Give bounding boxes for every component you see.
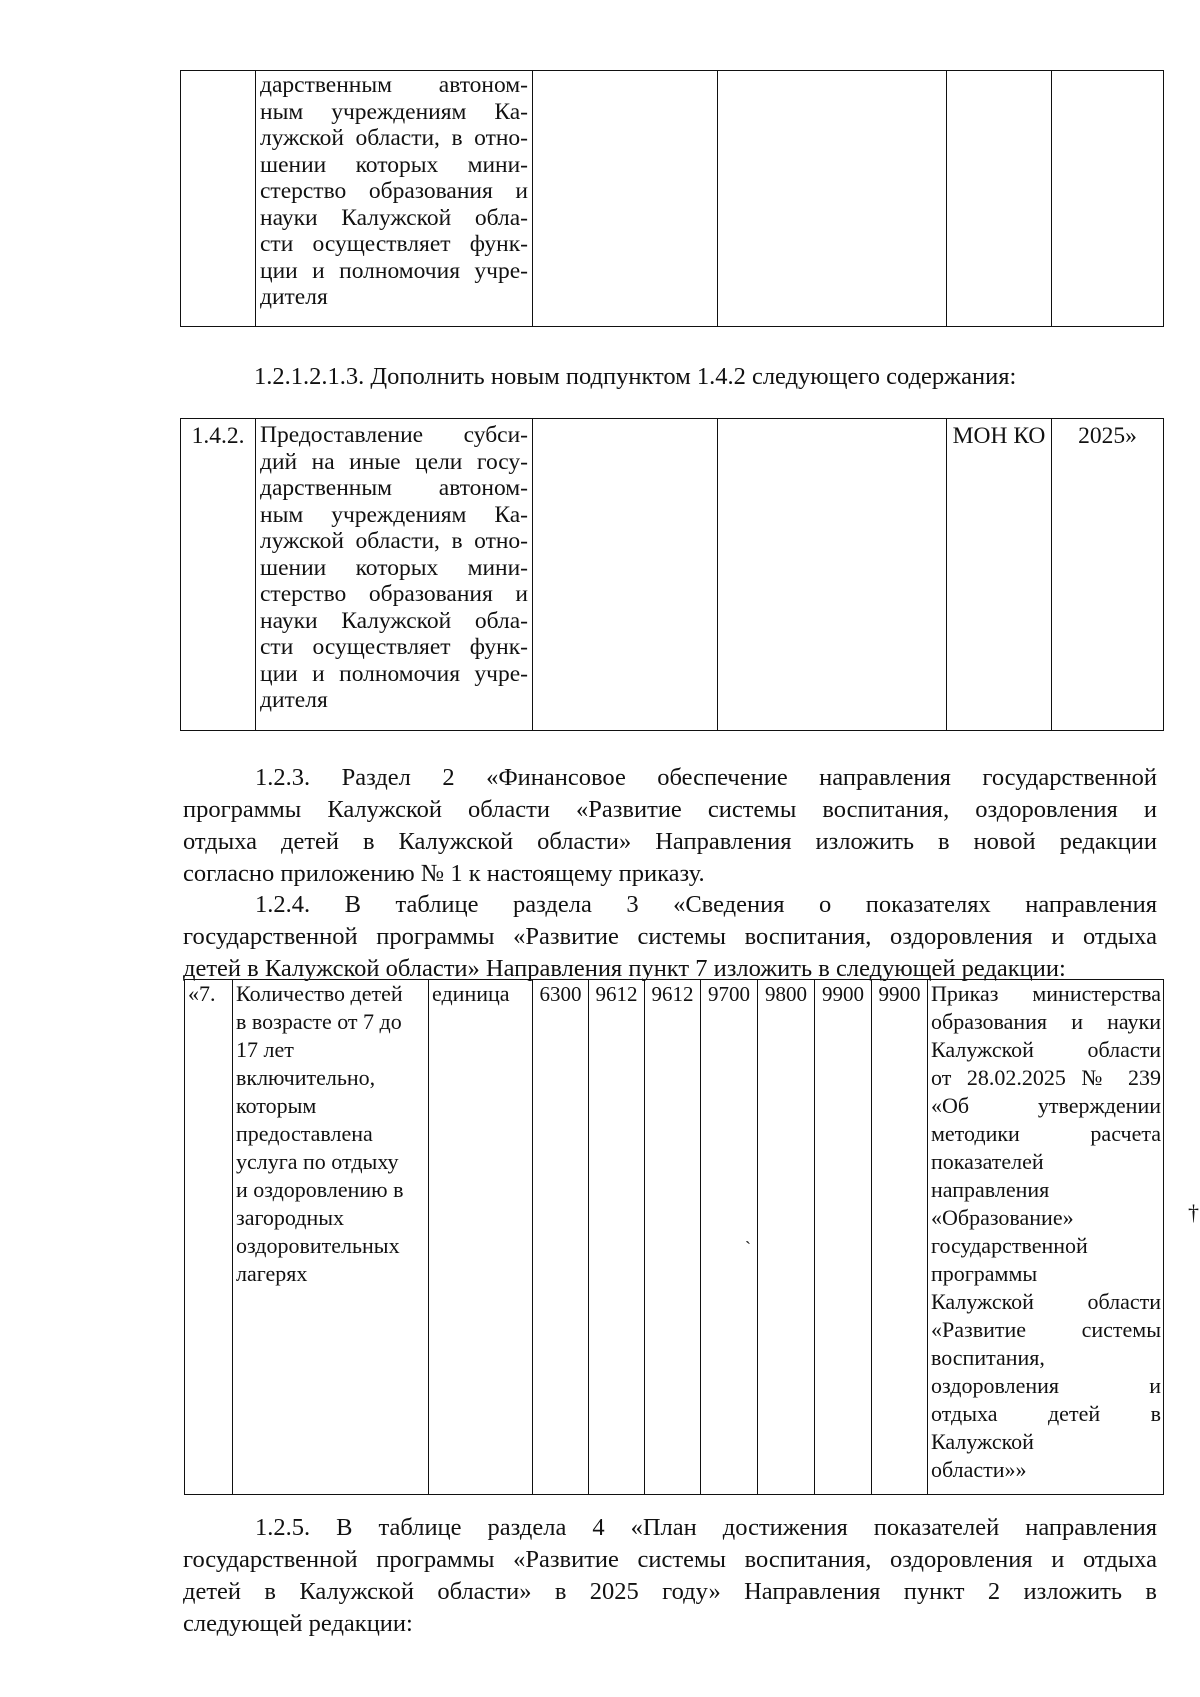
text-line: лужской области, в отно- <box>260 528 528 554</box>
paragraph-1-2-5 <box>183 1512 1157 1640</box>
text-line: Калужской <box>931 1429 1034 1454</box>
table-cell-value: 9612 <box>645 980 701 1495</box>
text-line: оздоровительных <box>236 1233 400 1258</box>
year: 2025» <box>1078 423 1137 449</box>
text-line: в возрасте от 7 до <box>236 1009 402 1034</box>
unit: единица <box>432 981 510 1006</box>
paragraph-1-2-4 <box>183 889 1157 985</box>
text-line: включительно, <box>236 1065 376 1090</box>
paragraph-line: детей в Калужской области» в 2025 году» Направления пункт 2 изложить в <box>183 1578 1157 1605</box>
text-line: Предоставление субси- <box>260 422 528 448</box>
paragraph-1-2-1-2-1-3 <box>183 361 1157 393</box>
paragraph-line: программы Калужской области «Развитие системы воспитания, оздоровления и <box>183 796 1157 823</box>
text-line: направления <box>931 1177 1050 1202</box>
text-line: образования и науки <box>931 1009 1161 1034</box>
table-cell <box>533 419 718 731</box>
table-cell <box>718 419 947 731</box>
text-line: дителя <box>260 284 328 310</box>
paragraph-line: 1.2.3. Раздел 2 «Финансовое обеспечение направления государственной <box>255 764 1157 791</box>
text-line: отдыха детей в <box>931 1401 1161 1426</box>
table-cell-num <box>185 980 233 1495</box>
paragraph-line: следующей редакции: <box>183 1610 413 1637</box>
executor: МОН КО <box>952 423 1046 449</box>
table-cell-executor <box>947 419 1052 731</box>
table-cell-num <box>181 419 256 731</box>
text-line: ным учреждениям Ка- <box>260 98 528 125</box>
table-cell-unit <box>429 980 533 1495</box>
text-line: методики расчета <box>931 1121 1161 1146</box>
text-line: оздоровления и <box>931 1373 1161 1398</box>
text-line: дий на иные цели госу- <box>260 448 528 475</box>
text-line: воспитания, <box>931 1345 1045 1370</box>
text-line: области»» <box>931 1457 1027 1482</box>
text-line: ции и полномочия учре- <box>260 257 528 284</box>
paragraph-line: 1.2.1.2.1.3. Дополнить новым подпунктом 1.4.2 следующего содержания: <box>254 363 1017 390</box>
text-line: ции и полномочия учре- <box>260 660 528 687</box>
table-cell-value: 9700 <box>701 980 758 1495</box>
row-number: 1.4.2. <box>191 423 245 449</box>
text-line: дарственным автоном- <box>260 475 528 501</box>
row-number: «7. <box>188 981 216 1006</box>
text-line: Приказ министерства <box>931 981 1161 1006</box>
table-cell <box>947 71 1052 327</box>
paragraph-line: государственной программы «Развитие системы воспитания, оздоровления и отдыха <box>183 923 1157 950</box>
table-cell-value: 9900 <box>815 980 872 1495</box>
text-line: шении которых мини- <box>260 151 528 178</box>
table-cell-num <box>181 71 256 327</box>
text-line: стерство образования и <box>260 581 528 607</box>
text-line: услуга по отдыху <box>236 1149 399 1174</box>
table-row <box>185 980 1164 1495</box>
text-line: дарственным автоном- <box>260 72 528 98</box>
table-row <box>181 71 1164 327</box>
text-line: Количество детей <box>236 981 403 1006</box>
text-line: от 28.02.2025 № 239 <box>931 1065 1161 1090</box>
text-line: предоставлена <box>236 1121 373 1146</box>
table-cell-indicator-name <box>233 980 429 1495</box>
text-line: «Образование» <box>931 1205 1074 1230</box>
table-indicator-7 <box>184 979 1164 1495</box>
text-line: науки Калужской обла- <box>260 607 528 634</box>
table-cell <box>533 71 718 327</box>
table-cell-document <box>928 980 1164 1495</box>
text-line: сти осуществляет функ- <box>260 634 528 660</box>
text-line: Калужской области <box>931 1289 1161 1314</box>
text-line: лагерях <box>236 1261 308 1286</box>
text-line: шении которых мини- <box>260 554 528 581</box>
paragraph-line: 1.2.5. В таблице раздела 4 «План достижения показателей направления <box>255 1514 1157 1541</box>
text-line: науки Калужской обла- <box>260 204 528 231</box>
table-cell <box>1052 71 1164 327</box>
table-cell-value: 9800 <box>758 980 815 1495</box>
text-line: государственной <box>931 1233 1088 1258</box>
text-line: и оздоровлению в <box>236 1177 404 1202</box>
table-cell-text <box>256 71 533 327</box>
table-cell-value: 6300 <box>533 980 589 1495</box>
table-cell-text <box>256 419 533 731</box>
text-line: стерство образования и <box>260 178 528 204</box>
text-line: которым <box>236 1093 317 1118</box>
text-line: программы <box>931 1261 1038 1286</box>
table-cell-value: 9900 <box>872 980 928 1495</box>
scan-mark: ˋ <box>745 1238 751 1258</box>
text-line: загородных <box>236 1205 345 1230</box>
table-cell-year <box>1052 419 1164 731</box>
table-subpoint-1-4-2 <box>180 418 1164 731</box>
text-line: лужской области, в отно- <box>260 125 528 151</box>
paragraph-line: согласно приложению № 1 к настоящему приказу. <box>183 860 705 887</box>
table-continuation <box>180 70 1164 327</box>
text-line: сти осуществляет функ- <box>260 231 528 257</box>
text-line: Калужской области <box>931 1037 1161 1062</box>
scan-mark: † <box>1188 1200 1199 1225</box>
text-line: «Развитие системы <box>931 1317 1161 1342</box>
text-line: ным учреждениям Ка- <box>260 501 528 528</box>
text-line: «Об утверждении <box>931 1093 1161 1118</box>
paragraph-1-2-3 <box>183 762 1157 890</box>
paragraph-line: отдыха детей в Калужской области» Направления изложить в новой редакции <box>183 828 1157 855</box>
table-cell-value: 9612 <box>589 980 645 1495</box>
text-line: 17 лет <box>236 1037 294 1062</box>
text-line: показателей <box>931 1149 1044 1174</box>
table-row <box>181 419 1164 731</box>
paragraph-line: государственной программы «Развитие системы воспитания, оздоровления и отдыха <box>183 1546 1157 1573</box>
table-cell <box>718 71 947 327</box>
paragraph-line: 1.2.4. В таблице раздела 3 «Сведения о показателях направления <box>255 891 1157 918</box>
text-line: дителя <box>260 687 328 713</box>
paragraph-line: детей в Калужской области» Направления пункт 7 изложить в следующей редакции: <box>183 955 1066 982</box>
